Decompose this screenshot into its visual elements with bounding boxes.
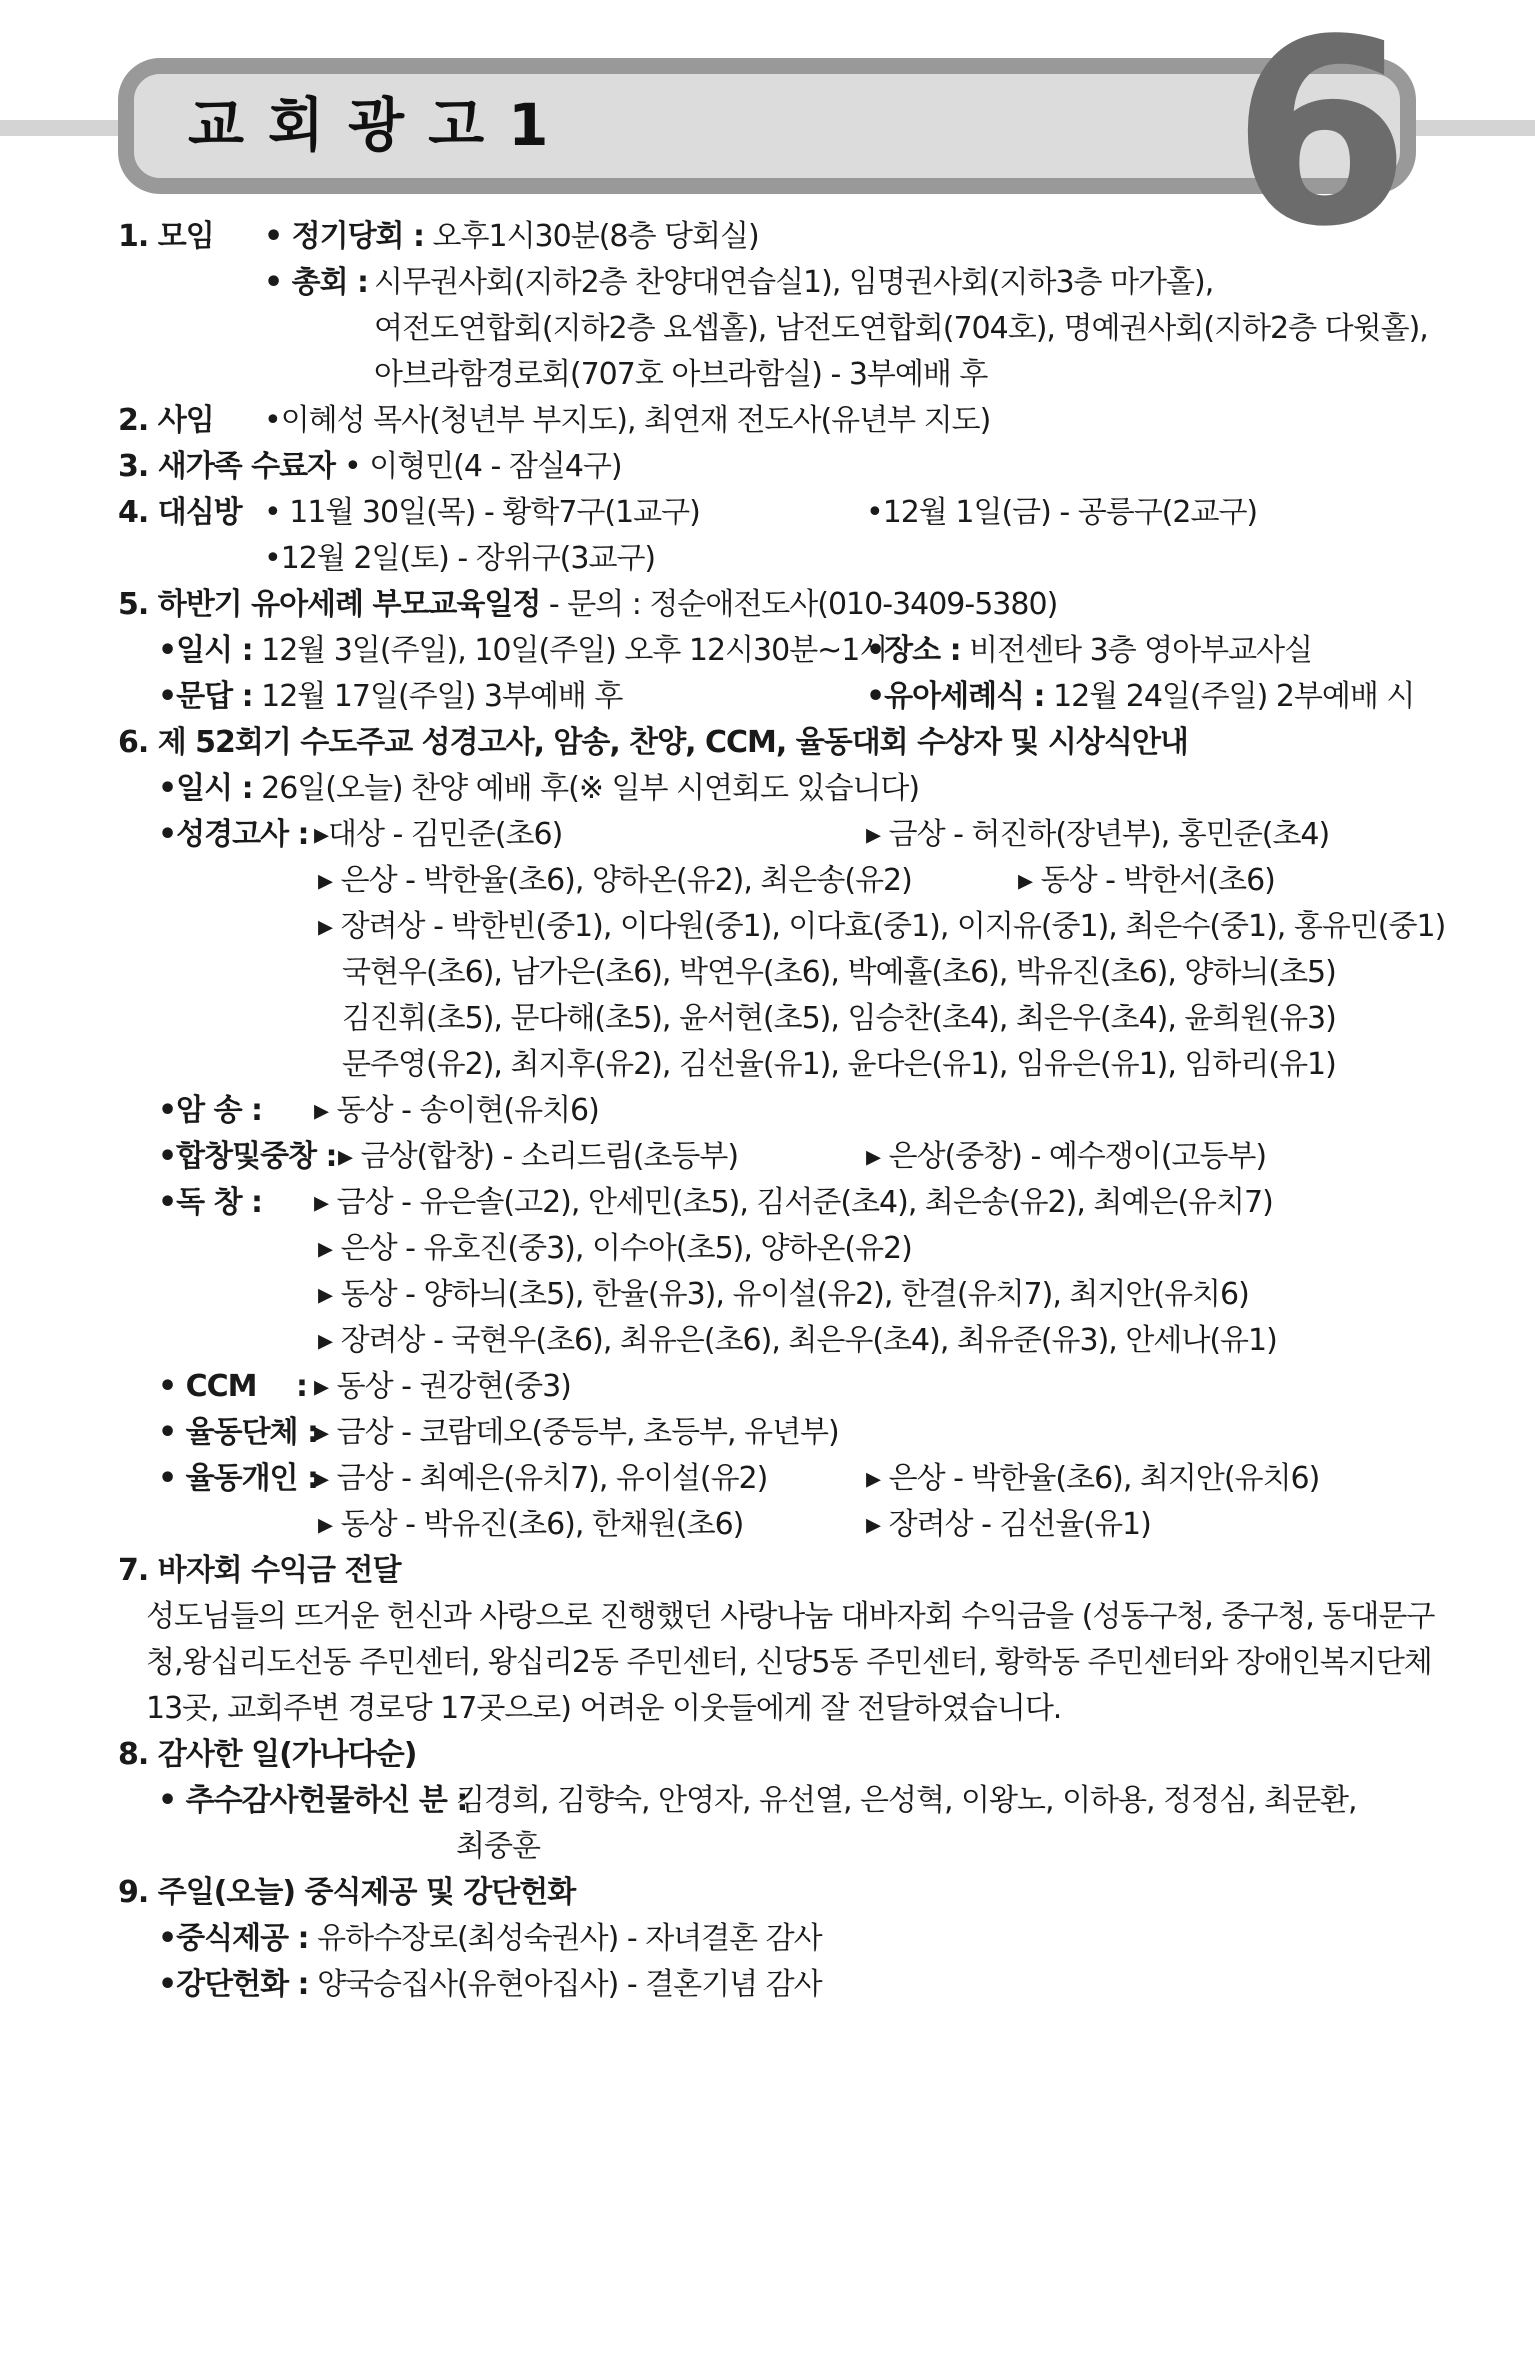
section-heading: 8. 감사한 일(가나다순) — [118, 1737, 417, 1772]
list-item: ▸ 금상(합창) - 소리드림(초등부) — [338, 1139, 739, 1174]
section-baptism-row2 — [118, 674, 1418, 720]
awards-bible-row2 — [118, 858, 1418, 904]
section-bazaar-heading — [118, 1548, 1418, 1594]
list-item: 문주영(유2), 최지후(유2), 김선율(유1), 윤다은(유1), 임유은(유1), 임하리(유1) — [342, 1047, 1336, 1082]
list-item: ▸ 은상(중창) - 예수쟁이(고등부) — [866, 1139, 1267, 1174]
awards-bible-row6 — [118, 1042, 1418, 1088]
list-item: ▸ 장려상 - 김선율(유1) — [866, 1507, 1151, 1542]
page-title: 교회광고1 — [188, 91, 573, 159]
section-baptism-row1 — [118, 628, 1418, 674]
section-meeting-row3 — [118, 306, 1428, 352]
section-heading: 3. 새가족 수료자 — [118, 449, 336, 484]
item-label: •합창및중창 : — [158, 1139, 337, 1174]
list-item: • 이형민(4 - 잠실4구) — [344, 449, 622, 484]
lunch-row — [118, 1916, 1418, 1962]
list-item: •12월 2일(토) - 장위구(3교구) — [264, 541, 656, 576]
awards-bible-row1 — [118, 812, 1418, 858]
bazaar-paragraph-line: 청,왕십리도선동 주민센터, 왕십리2동 주민센터, 신당5동 주민센터, 황학동 주민센터와 장애인복지단체 — [146, 1645, 1432, 1680]
list-item: 최중훈 — [456, 1829, 540, 1864]
section-heading: 1. 모임 — [118, 219, 214, 254]
awards-solo-row3 — [118, 1272, 1418, 1318]
list-item: 국현우(초6), 남가은(초6), 박연우(초6), 박예휼(초6), 박유진(초6), 양하늬(초5) — [342, 955, 1336, 990]
awards-bible-row4 — [118, 950, 1418, 996]
list-item: • 정기당회 : 오후1시30분(8층 당회실) — [264, 219, 759, 254]
bazaar-paragraph-line: 성도님들의 뜨거운 헌신과 사랑으로 진행했던 사랑나눔 대바자회 수익금을 (성동구청, 중구청, 동대문구 — [146, 1599, 1435, 1634]
awards-solo-row2 — [118, 1226, 1418, 1272]
list-item: ▸ 동상 - 송이현(유치6) — [314, 1093, 599, 1128]
list-item: ▸ 동상 - 양하늬(초5), 한율(유3), 유이설(유2), 한결(유치7), 최지안(유치6) — [318, 1277, 1249, 1312]
item-label: •성경고사 : — [158, 817, 309, 852]
item-label: •암 송 : — [158, 1093, 263, 1128]
awards-date — [118, 766, 1418, 812]
section-heading: 5. 하반기 유아세례 부모교육일정 - 문의 : 정순애전도사(010-3409-5380) — [118, 587, 1058, 622]
header-side-bar-right — [1410, 120, 1535, 136]
awards-bible-row5 — [118, 996, 1418, 1042]
section-baptism-heading — [118, 582, 1418, 628]
list-item: 김진휘(초5), 문다해(초5), 윤서현(초5), 임승찬(초4), 최은우(초4), 윤희원(유3) — [342, 1001, 1336, 1036]
list-item: •문답 : 12월 17일(주일) 3부예배 후 — [158, 679, 623, 714]
awards-ccm — [118, 1364, 1418, 1410]
awards-solo-row1 — [118, 1180, 1418, 1226]
section-meeting-row2 — [118, 260, 1418, 306]
list-item: 여전도연합회(지하2층 요셉홀), 남전도연합회(704호), 명예권사회(지하2층 다윗홀), — [374, 311, 1428, 346]
list-item: ▸ 금상 - 유은솔(고2), 안세민(초5), 김서준(초4), 최은송(유2), 최예은(유치7) — [314, 1185, 1273, 1220]
section-awards-heading — [118, 720, 1418, 766]
section-heading: 6. 제 52회기 수도주교 성경고사, 암송, 찬양, CCM, 율동대회 수상자 및 시상식안내 — [118, 725, 1188, 760]
list-item: ▸ 동상 - 박한서(초6) — [1018, 863, 1275, 898]
flower-row — [118, 1962, 1418, 2008]
list-item: •일시 : 26일(오늘) 찬양 예배 후(※ 일부 시연회도 있습니다) — [158, 771, 920, 806]
list-item: • 11월 30일(목) - 황학7구(1교구) — [264, 495, 700, 530]
list-item: ▸ 동상 - 박유진(초6), 한채원(초6) — [318, 1507, 744, 1542]
awards-dance-solo-row1 — [118, 1456, 1418, 1502]
header-side-bar-left — [0, 120, 130, 136]
awards-solo-row4 — [118, 1318, 1418, 1364]
list-item: •일시 : 12월 3일(주일), 10일(주일) 오후 12시30분~1시 — [158, 633, 888, 668]
awards-recite — [118, 1088, 1418, 1134]
thanks-row1 — [118, 1778, 1418, 1824]
list-item: 아브라함경로회(707호 아브라함실) - 3부예배 후 — [374, 357, 988, 392]
page-number: 6 — [1232, 0, 1405, 283]
list-item: 시무권사회(지하2층 찬양대연습실1), 임명권사회(지하3층 마가홀), — [374, 265, 1214, 300]
list-item: •12월 1일(금) - 공릉구(2교구) — [866, 495, 1258, 530]
list-item: ▸ 금상 - 코람데오(중등부, 초등부, 유년부) — [314, 1415, 839, 1450]
section-resignation — [118, 398, 1418, 444]
item-label: • 총회 : — [264, 265, 369, 300]
section-meeting-row4 — [118, 352, 1418, 398]
list-item: 김경희, 김향숙, 안영자, 유선열, 은성혁, 이왕노, 이하용, 정정심, 최문환, — [456, 1783, 1357, 1818]
bazaar-paragraph-line: 13곳, 교회주변 경로당 17곳으로) 어려운 이웃들에게 잘 전달하였습니다. — [146, 1691, 1062, 1726]
thanks-row2 — [118, 1824, 1418, 1870]
list-item: ▸ 동상 - 권강현(중3) — [314, 1369, 571, 1404]
awards-choir — [118, 1134, 1418, 1180]
announcement-content — [118, 214, 1446, 2008]
list-item: ▸ 장려상 - 박한빈(중1), 이다원(중1), 이다효(중1), 이지유(중1), 최은수(중1), 홍유민(중1) — [318, 909, 1446, 944]
item-colon: : — [296, 1369, 307, 1404]
section-visitation-row1 — [118, 490, 1418, 536]
item-label: • 율동단체 : — [158, 1415, 318, 1450]
list-item: ▸대상 - 김민준(초6) — [314, 817, 563, 852]
awards-dance-solo-row2 — [118, 1502, 1418, 1548]
list-item: ▸ 은상 - 유호진(중3), 이수아(초5), 양하온(유2) — [318, 1231, 912, 1266]
awards-bible-row3 — [118, 904, 1446, 950]
list-item: •장소 : 비전센타 3층 영아부교사실 — [866, 633, 1313, 668]
list-item: ▸ 은상 - 박한율(초6), 최지안(유치6) — [866, 1461, 1320, 1496]
list-item: ▸ 금상 - 최예은(유치7), 유이설(유2) — [314, 1461, 768, 1496]
item-label: • 율동개인 : — [158, 1461, 318, 1496]
section-heading: 4. 대심방 — [118, 495, 242, 530]
list-item: ▸ 은상 - 박한율(초6), 양하온(유2), 최은송(유2) — [318, 863, 912, 898]
section-visitation-row2 — [118, 536, 1418, 582]
list-item: •유아세례식 : 12월 24일(주일) 2부예배 시 — [866, 679, 1415, 714]
section-new-family — [118, 444, 1418, 490]
section-thanks-heading — [118, 1732, 1418, 1778]
awards-dance-group — [118, 1410, 1418, 1456]
list-item: •중식제공 : 유하수장로(최성숙권사) - 자녀결혼 감사 — [158, 1921, 822, 1956]
item-label: • CCM — [158, 1369, 257, 1404]
section-meeting-row1 — [118, 214, 1418, 260]
list-item: •강단헌화 : 양국승집사(유현아집사) - 결혼기념 감사 — [158, 1967, 822, 2002]
section-heading: 9. 주일(오늘) 중식제공 및 강단헌화 — [118, 1875, 576, 1910]
list-item: •이혜성 목사(청년부 부지도), 최연재 전도사(유년부 지도) — [264, 403, 991, 438]
section-lunch-heading — [118, 1870, 1418, 1916]
item-label: • 추수감사헌물하신 분 : — [158, 1783, 468, 1818]
section-heading: 7. 바자회 수익금 전달 — [118, 1553, 401, 1588]
list-item: ▸ 금상 - 허진하(장년부), 홍민준(초4) — [866, 817, 1330, 852]
item-label: •독 창 : — [158, 1185, 263, 1220]
list-item: ▸ 장려상 - 국현우(초6), 최유은(초6), 최은우(초4), 최유준(유3), 안세나(유1) — [318, 1323, 1277, 1358]
section-heading: 2. 사임 — [118, 403, 214, 438]
